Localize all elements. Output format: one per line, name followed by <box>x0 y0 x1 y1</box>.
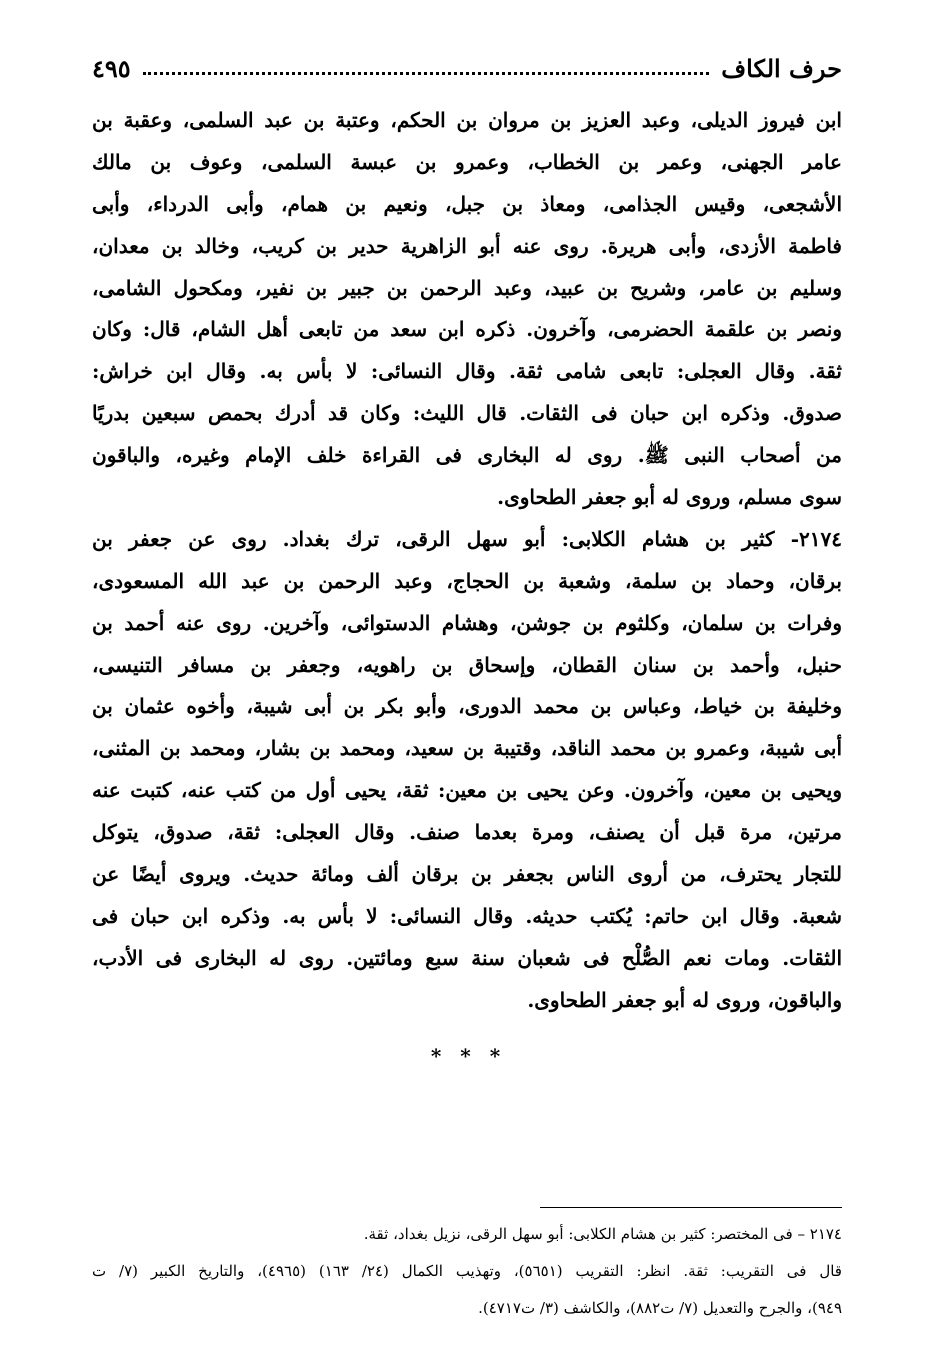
text-line: للتجار يحترف، من أروى الناس بجعفر بن برقان ألف ومائة حديث. ويروى أيضًا عن <box>92 862 842 887</box>
running-title: حرف الكاف <box>721 53 842 83</box>
text-line: وسليم بن عامر، وشريح بن عبيد، وعبد الرحمن بن جبير بن نفير، ومكحول الشامى، <box>92 275 842 300</box>
section-separator: * * * <box>430 1044 507 1068</box>
text-line: عامر الجهنى، وعمر بن الخطاب، وعمرو بن عبسة السلمى، وعوف بن مالك <box>92 149 842 174</box>
page-header <box>92 50 842 86</box>
text-line: حنبل، وأحمد بن سنان القطان، وإسحاق بن راهويه، وجعفر بن مسافر التنيسى، <box>92 652 842 677</box>
text-line: ثقة. وقال العجلى: تابعى شامى ثقة. وقال النسائى: لا بأس به. وقال ابن خراش: <box>92 359 842 384</box>
text-line: برقان، وحماد بن سلمة، وشعبة بن الحجاج، وعبد الرحمن بن عبد الله المسعودى، <box>92 568 842 593</box>
text-line: سوى مسلم، وروى له أبو جعفر الطحاوى. <box>497 485 842 510</box>
text-line: ابن فيروز الديلى، وعبد العزيز بن مروان بن الحكم، وعتبة بن عبد السلمى، وعقبة بن <box>92 108 842 132</box>
text-line: وخليفة بن خياط، وعباس بن محمد الدورى، وأبو بكر بن أبى شيبة، وأخوه عثمان بن <box>92 694 842 719</box>
footnote-rule <box>540 1207 842 1208</box>
text-line: شعبة. وقال ابن حاتم: يُكتب حديثه. وقال النسائى: لا بأس به. وذكره ابن حبان فى <box>92 903 842 928</box>
page-number: ٤٩٥ <box>92 53 131 83</box>
text-line: أبى شيبة، وعمرو بن محمد الناقد، وقتيبة بن سعيد، ومحمد بن بشار، ومحمد بن المثنى، <box>92 736 842 761</box>
footnote-line: ٩٤٩)، والجرح والتعديل (٧/ ت٨٨٢)، والكاشف (٣/ ت٤٧١٧). <box>478 1299 842 1317</box>
text-line: صدوق. وذكره ابن حبان فى الثقات. قال الليث: وكان قد أدرك بحمص سبعين بدريًا <box>92 401 842 426</box>
footnote-line: ٢١٧٤ – فى المختصر: كثير بن هشام الكلابى: أبو سهل الرقى، نزيل بغداد، ثقة. <box>363 1225 842 1243</box>
entry-heading-line: ٢١٧٤- كثير بن هشام الكلابى: أبو سهل الرقى، ترك بغداد. روى عن جعفر بن <box>92 526 842 551</box>
text-line: وفرات بن سلمان، وكلثوم بن جوشن، وهشام الدستوائى، وآخرين. روى عنه أحمد بن <box>92 610 842 635</box>
footnotes <box>92 1216 842 1327</box>
main-text <box>92 100 842 1022</box>
text-line: من أصحاب النبى ﷺ. روى له البخارى فى القراءة خلف الإمام وغيره، والباقون <box>92 443 842 468</box>
text-line: والباقون، وروى له أبو جعفر الطحاوى. <box>527 987 842 1012</box>
footnote-line: قال فى التقريب: ثقة. انظر: التقريب (٥٦٥١)، وتهذيب الكمال (٢٤/ ١٦٣) (٤٩٦٥)، والتاريخ الكبير (٧/ ت <box>92 1262 842 1280</box>
text-line: الأشجعى، وقيس الجذامى، ومعاذ بن جبل، ونعيم بن همام، وأبى الدرداء، وأبى <box>92 191 842 216</box>
text-line: مرتين، مرة قبل أن يصنف، ومرة بعدما صنف. وقال العجلى: ثقة، صدوق، يتوكل <box>92 820 842 845</box>
text-line: ونصر بن علقمة الحضرمى، وآخرون. ذكره ابن سعد من تابعى أهل الشام، قال: وكان <box>92 317 842 342</box>
text-line: ويحيى بن معين، وآخرون. وعن يحيى بن معين: ثقة، يحيى أول من كتب عنه، كتبت عنه <box>92 778 842 803</box>
text-line: فاطمة الأزدى، وأبى هريرة. روى عنه أبو الزاهرية حدير بن كريب، وخالد بن معدان، <box>92 233 842 258</box>
text-line: الثقات. ومات نعم الصُّلْح فى شعبان سنة سبع ومائتين. روى له البخارى فى الأدب، <box>92 945 842 970</box>
header-leader-dots <box>143 72 710 75</box>
